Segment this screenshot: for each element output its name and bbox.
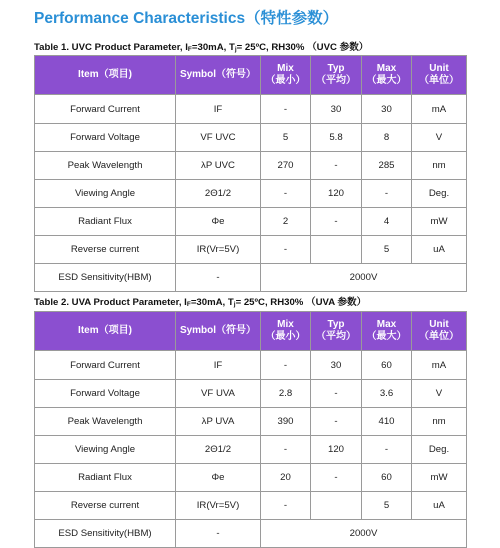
table-header-row — [35, 312, 467, 351]
header-symbol: Symbol（符号） — [176, 56, 261, 95]
cell-item: ESD Sensitivity(HBM) — [35, 264, 176, 292]
cell-max: 285 — [362, 152, 412, 180]
cell-symbol: Φe — [176, 464, 261, 492]
header-min: Mix （最小） — [261, 56, 311, 95]
uvc-parameter-table — [34, 55, 467, 292]
header-symbol: Symbol（符号） — [176, 312, 261, 351]
section-heading: Performance Characteristics（特性参数） — [34, 10, 339, 27]
cell-unit: Deg. — [412, 436, 467, 464]
header-unit: Unit （单位） — [412, 56, 467, 95]
cell-item: Reverse current — [35, 236, 176, 264]
cell-unit: mW — [412, 208, 467, 236]
header-typ: Typ （平均） — [311, 56, 362, 95]
table-row — [35, 408, 467, 436]
esd-row — [35, 520, 467, 548]
cell-symbol: Φe — [176, 208, 261, 236]
esd-row — [35, 264, 467, 292]
cell-unit: nm — [412, 152, 467, 180]
cell-typ: 5.8 — [311, 124, 362, 152]
cell-max: 3.6 — [362, 380, 412, 408]
cell-unit: uA — [412, 492, 467, 520]
table2-caption-prefix: Table 2. UVA Product Parameter, I — [34, 297, 187, 308]
cell-symbol: λP UVA — [176, 408, 261, 436]
table-row — [35, 492, 467, 520]
cell-min: 2.8 — [261, 380, 311, 408]
cell-symbol: 2Θ1/2 — [176, 436, 261, 464]
cell-max: 5 — [362, 236, 412, 264]
cell-max: 410 — [362, 408, 412, 436]
cell-item: Forward Current — [35, 351, 176, 380]
cell-unit: mW — [412, 464, 467, 492]
table-row — [35, 152, 467, 180]
cell-symbol: λP UVC — [176, 152, 261, 180]
cell-item: Radiant Flux — [35, 464, 176, 492]
cell-typ — [311, 236, 362, 264]
cell-item: Forward Voltage — [35, 124, 176, 152]
cell-min: 20 — [261, 464, 311, 492]
cell-item: Peak Wavelength — [35, 408, 176, 436]
cell-unit: Deg. — [412, 180, 467, 208]
cell-esd-value: 2000V — [261, 520, 467, 548]
cell-esd-value: 2000V — [261, 264, 467, 292]
table1-caption-sub-f: F — [187, 46, 192, 53]
cell-min: - — [261, 236, 311, 264]
table2-caption-sub-f: F — [186, 301, 191, 308]
cell-symbol: VF UVC — [176, 124, 261, 152]
cell-typ: 120 — [311, 180, 362, 208]
cell-max: 8 — [362, 124, 412, 152]
cell-unit: V — [412, 124, 467, 152]
header-max: Max （最大） — [362, 56, 412, 95]
header-unit: Unit （单位） — [412, 312, 467, 351]
cell-min: - — [261, 180, 311, 208]
cell-symbol: - — [176, 264, 261, 292]
cell-item: Forward Voltage — [35, 380, 176, 408]
cell-max: 60 — [362, 464, 412, 492]
table1-caption — [34, 39, 368, 53]
cell-symbol: IF — [176, 95, 261, 124]
cell-max: 30 — [362, 95, 412, 124]
cell-max: - — [362, 436, 412, 464]
cell-typ: 30 — [311, 95, 362, 124]
cell-symbol: IF — [176, 351, 261, 380]
cell-symbol: IR(Vr=5V) — [176, 236, 261, 264]
cell-item: Viewing Angle — [35, 436, 176, 464]
cell-typ: - — [311, 464, 362, 492]
cell-typ: 30 — [311, 351, 362, 380]
cell-unit: uA — [412, 236, 467, 264]
cell-min: 5 — [261, 124, 311, 152]
cell-unit: mA — [412, 95, 467, 124]
cell-typ: 120 — [311, 436, 362, 464]
cell-min: - — [261, 351, 311, 380]
table-row — [35, 95, 467, 124]
cell-max: 4 — [362, 208, 412, 236]
table-row — [35, 436, 467, 464]
cell-unit: mA — [412, 351, 467, 380]
cell-min: 270 — [261, 152, 311, 180]
cell-typ: - — [311, 380, 362, 408]
table-row — [35, 236, 467, 264]
table2-caption — [34, 294, 366, 308]
header-max: Max （最大） — [362, 312, 412, 351]
cell-item: Viewing Angle — [35, 180, 176, 208]
cell-item: Reverse current — [35, 492, 176, 520]
cell-typ — [311, 492, 362, 520]
table1-caption-sub-j: j — [234, 46, 237, 53]
cell-item: Forward Current — [35, 95, 176, 124]
table2-caption-sub-j: j — [233, 301, 236, 308]
cell-min: 2 — [261, 208, 311, 236]
cell-symbol: IR(Vr=5V) — [176, 492, 261, 520]
cell-symbol: - — [176, 520, 261, 548]
cell-max: 60 — [362, 351, 412, 380]
uva-parameter-table — [34, 311, 467, 548]
cell-min: - — [261, 436, 311, 464]
cell-item: Peak Wavelength — [35, 152, 176, 180]
cell-max: 5 — [362, 492, 412, 520]
table2-caption-mid: =30mA, T — [190, 297, 234, 308]
table-row — [35, 351, 467, 380]
cell-unit: V — [412, 380, 467, 408]
cell-item: Radiant Flux — [35, 208, 176, 236]
table1-caption-prefix: Table 1. UVC Product Parameter, I — [34, 42, 188, 53]
table-row — [35, 180, 467, 208]
cell-typ: - — [311, 208, 362, 236]
table1-caption-mid: =30mA, T — [191, 42, 235, 53]
cell-min: 390 — [261, 408, 311, 436]
header-item: Item（项目) — [35, 56, 176, 95]
cell-unit: nm — [412, 408, 467, 436]
cell-typ: - — [311, 408, 362, 436]
table1-caption-suffix: = 25ºC, RH30% （UVC 参数） — [236, 42, 369, 53]
header-item: Item（项目) — [35, 312, 176, 351]
cell-min: - — [261, 492, 311, 520]
table-row — [35, 124, 467, 152]
header-typ: Typ （平均） — [311, 312, 362, 351]
table2-caption-suffix: = 25ºC, RH30% （UVA 参数） — [235, 297, 367, 308]
cell-symbol: 2Θ1/2 — [176, 180, 261, 208]
table-row — [35, 208, 467, 236]
cell-min: - — [261, 95, 311, 124]
table-row — [35, 380, 467, 408]
table-header-row — [35, 56, 467, 95]
cell-max: - — [362, 180, 412, 208]
cell-typ: - — [311, 152, 362, 180]
header-min: Mix （最小） — [261, 312, 311, 351]
cell-item: ESD Sensitivity(HBM) — [35, 520, 176, 548]
table-row — [35, 464, 467, 492]
cell-symbol: VF UVA — [176, 380, 261, 408]
